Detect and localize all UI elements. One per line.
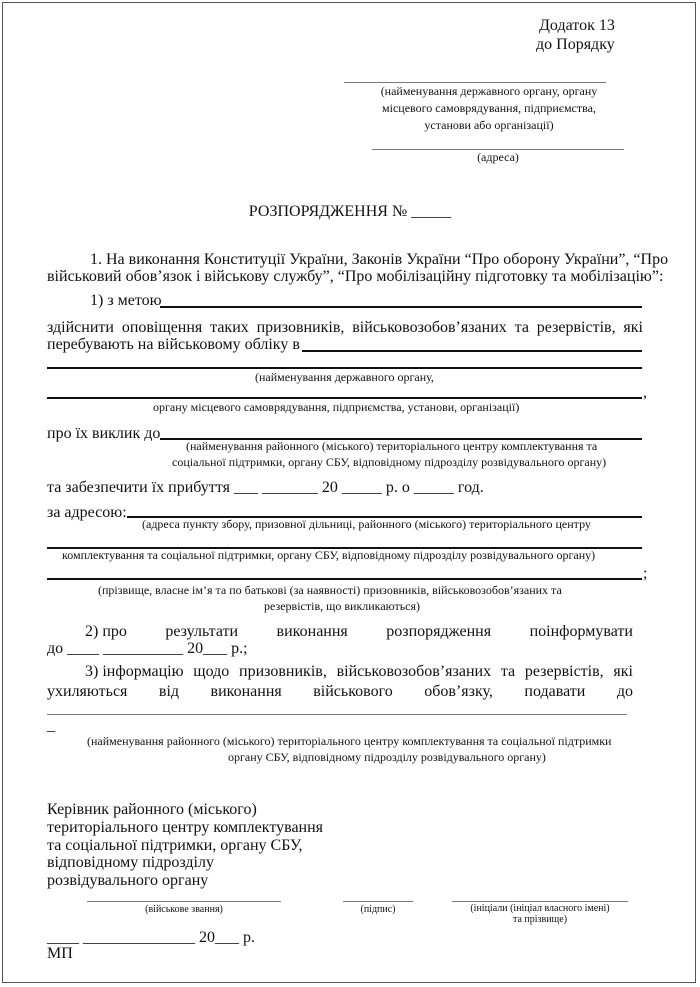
summon-label: про їх виклик до — [47, 425, 161, 442]
org-name-line — [344, 82, 606, 83]
rank-hint: (військове звання) — [145, 904, 223, 915]
address-label: за адресою: — [47, 504, 127, 521]
assembly-hint-2: комплектування та соціальної підтримки, органу СБУ, відповідному підрозділу розвідувального органу) — [62, 548, 596, 562]
sign-line — [343, 901, 413, 902]
notify-line: здійснити оповіщення таких призовників, військовозобов’язаних та резервістів, які — [47, 319, 643, 336]
names-fill-line — [47, 578, 642, 580]
evaders-line-1: 3) інформацію щодо призовників, військовозобов’язаних та резервістів, які — [85, 663, 633, 680]
head-title-5: розвідувального органу — [47, 872, 209, 889]
registered-fill-line — [302, 350, 642, 352]
intro-line-1: 1. На виконання Конституції України, Законів України “Про оборону України”, “Про — [90, 251, 669, 268]
name-hint-1: (ініціали (ініціал власного імені) — [470, 903, 610, 914]
head-title-3: та соціальної підтримки, органу СБУ, — [47, 837, 303, 854]
evaders-line-2: ухиляються від виконання військового обов’язку, подавати до — [47, 683, 633, 700]
org-hint-1: (найменування державного органу, органу — [380, 84, 598, 98]
purpose-label: 1) з метою — [90, 292, 162, 309]
org-fill-line-a — [47, 367, 642, 369]
assembly-hint-1: (адреса пункту збору, призовної дільниці, районного (міського) територіального центру — [142, 517, 591, 531]
recipient-fill-line — [47, 714, 627, 715]
intro-line-2: військовий обов’язок і військову службу”, “Про мобілізаційну підготовку та мобілізацію”: — [47, 268, 664, 285]
sign-hint: (підпис) — [360, 904, 396, 915]
rank-line — [87, 901, 281, 902]
names-hint-2: резервістів, що викликаються) — [264, 599, 421, 613]
org-hint-a: (найменування державного органу, — [255, 370, 434, 384]
head-title-2: територіального центру комплектування — [47, 819, 324, 836]
org-hint-b: органу місцевого самоврядування, підприємства, установи, організації) — [153, 400, 520, 414]
recipient-hint-2: органу СБУ, відповідному підрозділу розвідувального органу) — [228, 750, 546, 764]
address-hint: (адреса) — [477, 150, 519, 164]
report-line: 2) про результати виконання розпорядження поінформувати — [85, 623, 633, 640]
org-hint-3: установи або організації) — [424, 118, 554, 132]
arrival-line: та забезпечити їх прибуття ___ _______ 20 _____ р. о _____ год. — [47, 479, 484, 496]
org-hint-2: місцевого самоврядування, підприємства, — [382, 101, 596, 115]
report-date: до ____ __________ 20___ р.; — [47, 640, 248, 657]
registered-label: перебувають на військовому обліку в — [47, 336, 300, 353]
purpose-fill-line — [160, 306, 642, 308]
signature-date: ____ ______________ 20___ р. — [47, 929, 255, 946]
name-line — [452, 901, 628, 902]
org-comma: , — [643, 384, 647, 401]
tcc-hint-2: соціальної підтримки, органу СБУ, відповідному підрозділу розвідувального органу) — [172, 455, 607, 469]
names-hint-1: (прізвище, власне ім’я та по батькові (за наявності) призовників, військовозобов’язаних та — [98, 583, 562, 597]
org-fill-line-b — [47, 397, 642, 399]
stamp-place: МП — [47, 945, 73, 962]
name-hint-2: та прізвище) — [512, 914, 568, 925]
appendix-number: Додаток 13 — [539, 17, 615, 34]
head-title-4: відповідному підрозділу — [47, 854, 214, 871]
recipient-hint-1: (найменування районного (міського) територіального центру комплектування та соціальної підтримки — [87, 734, 612, 748]
recipient-dash: _ — [47, 717, 55, 734]
head-title-1: Керівник районного (міського) — [47, 801, 257, 818]
appendix-reference: до Порядку — [536, 36, 615, 53]
tcc-hint-1: (найменування районного (міського) територіального центру комплектування та — [186, 439, 598, 453]
names-semicolon: ; — [643, 565, 648, 582]
document-title: РОЗПОРЯДЖЕННЯ № _____ — [248, 203, 452, 220]
